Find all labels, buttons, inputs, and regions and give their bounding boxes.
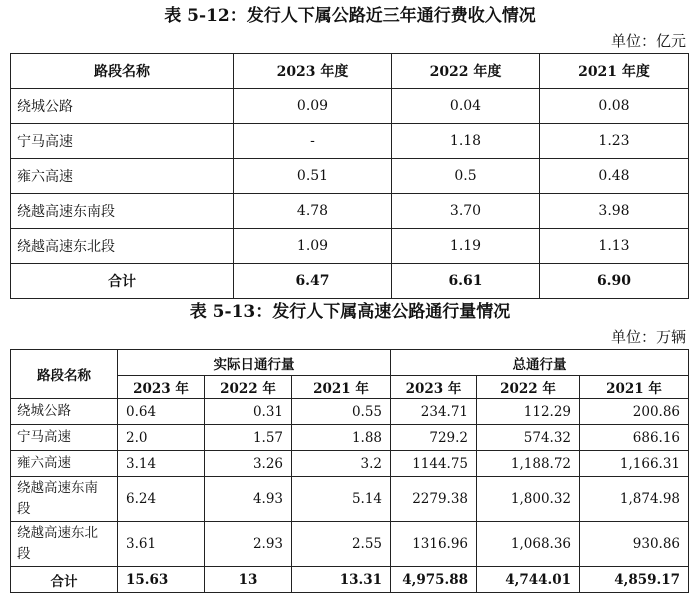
column-header: 2023 年度 [234, 54, 392, 89]
cell-value: 686.16 [580, 425, 689, 451]
year-header: 2022 年 [477, 376, 580, 399]
cell-value: 1.19 [392, 229, 540, 264]
total-value: 6.47 [234, 264, 392, 299]
column-header: 2022 年度 [392, 54, 540, 89]
table-row [11, 229, 689, 264]
table1-title: 表 5-12：发行人下属公路近三年通行费收入情况 [164, 6, 536, 26]
table-row [11, 194, 689, 229]
cell-value: 1.09 [234, 229, 392, 264]
cell-value: 2279.38 [391, 477, 477, 522]
cell-value: 3.61 [118, 522, 205, 567]
road-name: 雍六高速 [11, 159, 234, 194]
cell-value: 3.2 [292, 451, 391, 477]
total-value: 15.63 [118, 567, 205, 593]
cell-value: 0.5 [392, 159, 540, 194]
cell-value: 4.78 [234, 194, 392, 229]
total-value: 4,975.88 [391, 567, 477, 593]
year-header: 2023 年 [118, 376, 205, 399]
cell-value: 3.14 [118, 451, 205, 477]
cell-value: 2.0 [118, 425, 205, 451]
table-row [11, 425, 689, 451]
total-label: 合计 [11, 264, 234, 299]
total-row [11, 567, 689, 593]
table2-unit: 单位：万辆 [610, 328, 686, 346]
cell-value: 2.55 [292, 522, 391, 567]
cell-value: 574.32 [477, 425, 580, 451]
cell-value: 0.55 [292, 399, 391, 425]
table2-title: 表 5-13：发行人下属高速公路通行量情况 [189, 302, 511, 322]
road-name: 绕越高速东南段 [11, 477, 118, 522]
cell-value: - [234, 124, 392, 159]
table-header-row [11, 350, 689, 376]
cell-value: 0.09 [234, 89, 392, 124]
cell-value: 0.08 [540, 89, 689, 124]
total-value: 6.61 [392, 264, 540, 299]
cell-value: 1,166.31 [580, 451, 689, 477]
total-label: 合计 [11, 567, 118, 593]
table-row [11, 89, 689, 124]
cell-value: 0.04 [392, 89, 540, 124]
road-name: 绕城公路 [11, 89, 234, 124]
cell-value: 200.86 [580, 399, 689, 425]
year-header: 2021 年 [580, 376, 689, 399]
cell-value: 0.64 [118, 399, 205, 425]
cell-value: 234.71 [391, 399, 477, 425]
cell-value: 112.29 [477, 399, 580, 425]
group-header: 实际日通行量 [118, 350, 391, 376]
group-header: 总通行量 [391, 350, 689, 376]
cell-value: 1144.75 [391, 451, 477, 477]
cell-value: 0.48 [540, 159, 689, 194]
table-row [11, 124, 689, 159]
toll-revenue-table [10, 53, 689, 299]
road-name: 绕城公路 [11, 399, 118, 425]
cell-value: 3.26 [205, 451, 292, 477]
cell-value: 5.14 [292, 477, 391, 522]
table-header-row [11, 54, 689, 89]
column-header: 路段名称 [11, 350, 118, 399]
column-header: 路段名称 [11, 54, 234, 89]
cell-value: 3.70 [392, 194, 540, 229]
table-row [11, 522, 689, 567]
total-value: 4,744.01 [477, 567, 580, 593]
total-value: 6.90 [540, 264, 689, 299]
cell-value: 1,068.36 [477, 522, 580, 567]
cell-value: 1,188.72 [477, 451, 580, 477]
cell-value: 1,874.98 [580, 477, 689, 522]
year-header: 2021 年 [292, 376, 391, 399]
cell-value: 1.18 [392, 124, 540, 159]
cell-value: 2.93 [205, 522, 292, 567]
cell-value: 4.93 [205, 477, 292, 522]
table-row [11, 159, 689, 194]
cell-value: 930.86 [580, 522, 689, 567]
road-name: 宁马高速 [11, 124, 234, 159]
cell-value: 3.98 [540, 194, 689, 229]
cell-value: 1.57 [205, 425, 292, 451]
table1-unit: 单位：亿元 [610, 32, 686, 50]
cell-value: 1.23 [540, 124, 689, 159]
year-header: 2023 年 [391, 376, 477, 399]
year-header: 2022 年 [205, 376, 292, 399]
cell-value: 0.31 [205, 399, 292, 425]
total-value: 13.31 [292, 567, 391, 593]
cell-value: 0.51 [234, 159, 392, 194]
traffic-volume-table [10, 349, 689, 593]
cell-value: 1316.96 [391, 522, 477, 567]
cell-value: 1.88 [292, 425, 391, 451]
cell-value: 6.24 [118, 477, 205, 522]
table-row [11, 477, 689, 522]
table-row [11, 451, 689, 477]
road-name: 绕越高速东北段 [11, 522, 118, 567]
road-name: 宁马高速 [11, 425, 118, 451]
road-name: 绕越高速东南段 [11, 194, 234, 229]
road-name: 雍六高速 [11, 451, 118, 477]
total-value: 13 [205, 567, 292, 593]
cell-value: 1,800.32 [477, 477, 580, 522]
total-row [11, 264, 689, 299]
cell-value: 1.13 [540, 229, 689, 264]
table-row [11, 399, 689, 425]
road-name: 绕越高速东北段 [11, 229, 234, 264]
total-value: 4,859.17 [580, 567, 689, 593]
column-header: 2021 年度 [540, 54, 689, 89]
cell-value: 729.2 [391, 425, 477, 451]
